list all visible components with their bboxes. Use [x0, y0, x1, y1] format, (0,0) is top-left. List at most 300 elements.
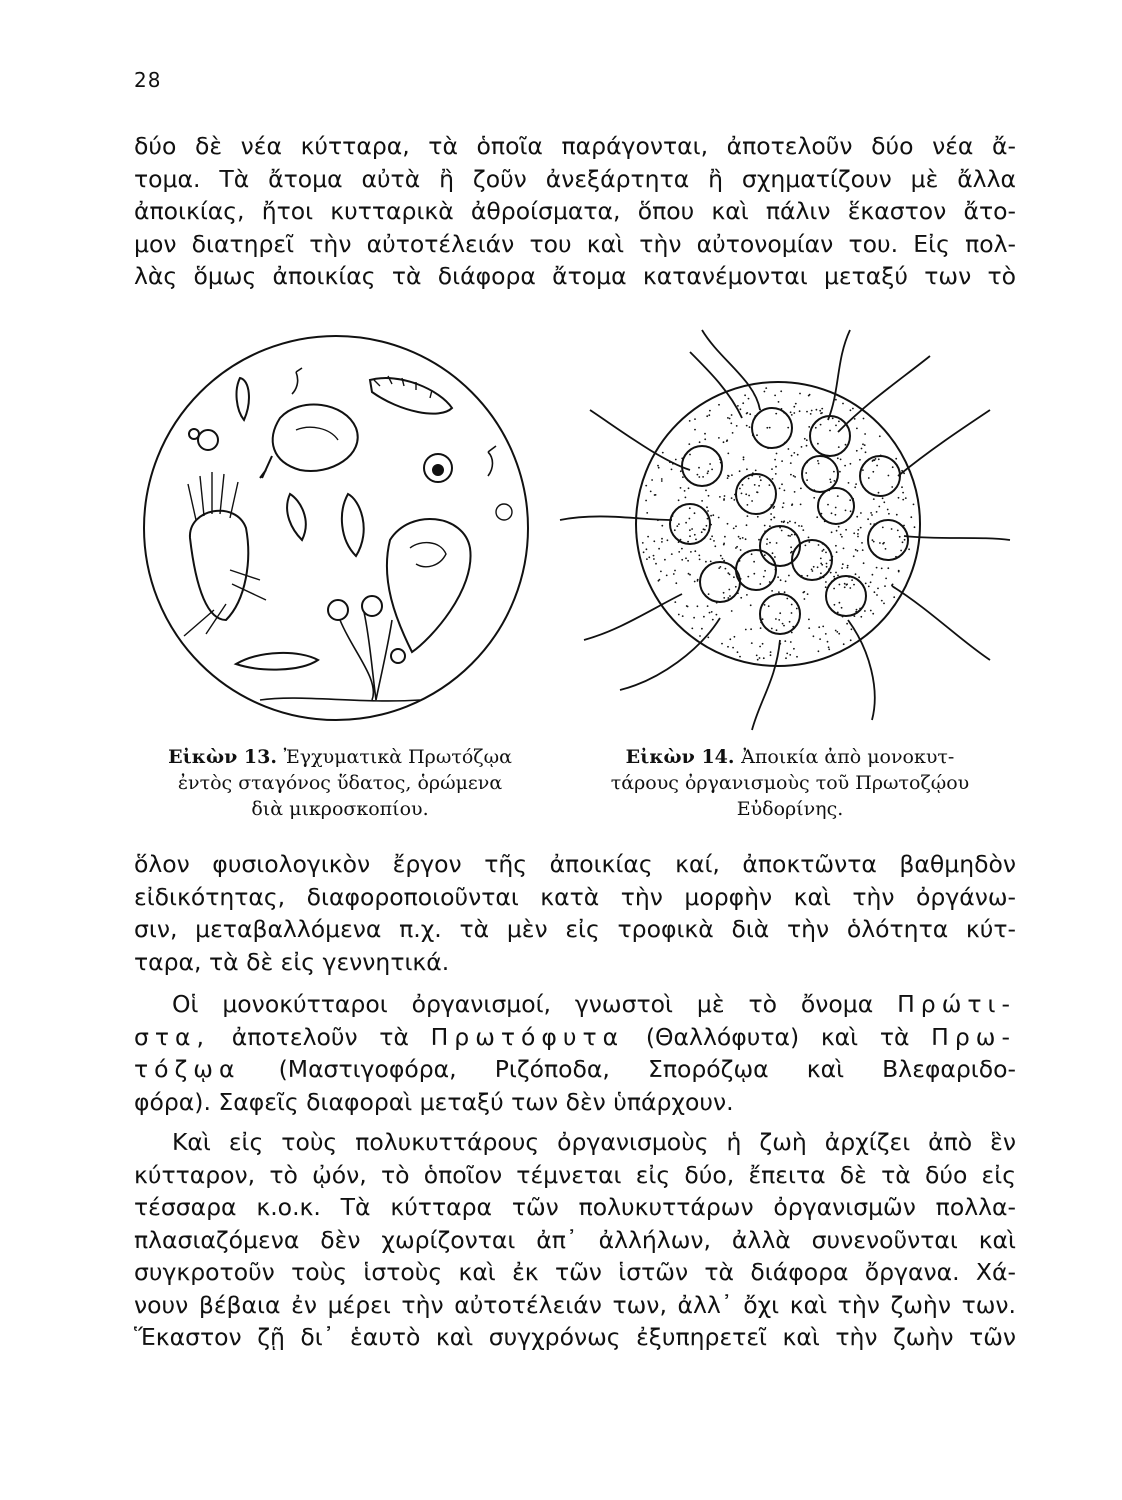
stipple-dot — [786, 598, 788, 600]
stipple-dot — [851, 628, 853, 630]
stipple-dot — [759, 657, 761, 659]
stipple-dot — [694, 512, 696, 514]
stipple-dot — [793, 412, 795, 414]
stipple-dot — [690, 551, 692, 553]
stipple-dot — [865, 583, 867, 585]
stipple-dot — [876, 465, 878, 467]
stipple-dot — [666, 575, 668, 577]
stipple-dot — [823, 549, 825, 551]
stipple-dot — [812, 570, 814, 572]
stipple-dot — [721, 643, 723, 645]
spaced-term: Πρω- — [931, 1022, 1016, 1051]
stipple-dot — [845, 444, 847, 446]
stipple-dot — [908, 548, 910, 550]
text-line: λὰς ὅμως ἀποικίας τὰ διάφορα ἄτομα κατανέμονται μεταξύ των τὸ — [134, 262, 1016, 290]
stipple-dot — [689, 507, 691, 509]
stipple-dot — [743, 459, 745, 461]
stipple-dot — [831, 512, 833, 514]
stipple-dot — [860, 527, 862, 529]
stipple-dot — [874, 591, 876, 593]
stipple-dot — [836, 530, 838, 532]
stipple-dot — [835, 507, 837, 509]
stipple-dot — [704, 438, 706, 440]
stipple-dot — [888, 513, 890, 515]
stipple-dot — [645, 485, 647, 487]
stipple-dot — [790, 546, 792, 548]
stipple-dot — [888, 475, 890, 477]
stipple-dot — [876, 567, 878, 569]
stipple-dot — [680, 470, 682, 472]
stipple-dot — [818, 463, 820, 465]
stipple-dot — [769, 525, 771, 527]
stipple-dot — [821, 408, 823, 410]
stipple-dot — [789, 654, 791, 656]
stipple-dot — [847, 565, 849, 567]
stipple-dot — [837, 495, 839, 497]
stipple-dot — [713, 540, 715, 542]
stipple-dot — [730, 422, 732, 424]
stipple-dot — [896, 514, 898, 516]
stipple-dot — [711, 611, 713, 613]
stipple-dot — [769, 484, 771, 486]
stipple-dot — [808, 541, 810, 543]
page-number: 28 — [134, 68, 162, 92]
stipple-dot — [862, 549, 864, 551]
stipple-dot — [801, 446, 803, 448]
stipple-dot — [727, 646, 729, 648]
stipple-dot — [901, 486, 903, 488]
stipple-dot — [836, 631, 838, 633]
stipple-dot — [900, 550, 902, 552]
stipple-dot — [674, 570, 676, 572]
stipple-dot — [714, 545, 716, 547]
stipple-dot — [710, 515, 712, 517]
stipple-dot — [727, 453, 729, 455]
stipple-dot — [738, 536, 740, 538]
stipple-dot — [661, 525, 663, 527]
stipple-dot — [772, 478, 774, 480]
stipple-dot — [804, 438, 806, 440]
stipple-dot — [813, 566, 815, 568]
stipple-dot — [724, 495, 726, 497]
stipple-dot — [775, 413, 777, 415]
spaced-term: στα, — [134, 1022, 211, 1051]
stipple-dot — [732, 647, 734, 649]
stipple-dot — [805, 472, 807, 474]
stipple-dot — [856, 609, 858, 611]
stipple-dot — [790, 411, 792, 413]
stipple-dot — [757, 492, 759, 494]
stipple-dot — [671, 553, 673, 555]
stipple-dot — [784, 640, 786, 642]
stipple-dot — [708, 495, 710, 497]
stipple-dot — [834, 604, 836, 606]
stipple-dot — [844, 583, 846, 585]
stipple-dot — [815, 427, 817, 429]
stipple-dot — [795, 403, 797, 405]
stipple-dot — [751, 642, 753, 644]
stipple-dot — [892, 584, 894, 586]
stipple-dot — [776, 453, 778, 455]
stipple-dot — [807, 575, 809, 577]
stipple-dot — [723, 441, 725, 443]
stipple-dot — [745, 629, 747, 631]
stipple-dot — [862, 469, 864, 471]
stipple-dot — [774, 556, 776, 558]
stipple-dot — [779, 488, 781, 490]
stipple-dot — [841, 567, 843, 569]
stipple-dot — [780, 579, 782, 581]
stipple-dot — [831, 531, 833, 533]
stipple-dot — [841, 536, 843, 538]
stipple-dot — [822, 626, 824, 628]
stipple-dot — [860, 512, 862, 514]
stipple-dot — [891, 486, 893, 488]
stipple-dot — [739, 470, 741, 472]
stipple-dot — [732, 432, 734, 434]
stipple-dot — [703, 616, 705, 618]
stipple-dot — [838, 421, 840, 423]
stipple-dot — [697, 605, 699, 607]
stipple-dot — [809, 394, 811, 396]
stipple-dot — [799, 393, 801, 395]
stipple-dot — [806, 479, 808, 481]
stipple-dot — [645, 500, 647, 502]
stipple-dot — [842, 403, 844, 405]
stipple-dot — [861, 448, 863, 450]
stipple-dot — [914, 526, 916, 528]
stipple-dot — [689, 420, 691, 422]
stipple-dot — [881, 568, 883, 570]
stipple-dot — [685, 497, 687, 499]
stipple-dot — [791, 503, 793, 505]
stipple-dot — [826, 566, 828, 568]
stipple-dot — [843, 548, 845, 550]
stipple-dot — [793, 406, 795, 408]
stipple-dot — [678, 523, 680, 525]
stipple-dot — [694, 429, 696, 431]
stipple-dot — [791, 455, 793, 457]
stipple-dot — [705, 490, 707, 492]
stipple-dot — [794, 491, 796, 493]
stipple-dot — [887, 509, 889, 511]
stipple-dot — [873, 498, 875, 500]
stipple-dot — [855, 573, 857, 575]
text-line: νουν βέβαια ἐν μέρει τὴν αὐτοτέλειάν των, ἀλλ᾽ ὄχι καὶ τὴν ζωὴν των. — [134, 1290, 1016, 1319]
stipple-dot — [723, 544, 725, 546]
stipple-dot — [753, 573, 755, 575]
stipple-dot — [893, 596, 895, 598]
spaced-term: τόζῳα — [134, 1055, 241, 1083]
stipple-dot — [821, 550, 823, 552]
stipple-dot — [856, 516, 858, 518]
stipple-dot — [835, 572, 837, 574]
stipple-dot — [853, 584, 855, 586]
stipple-dot — [660, 571, 662, 573]
stipple-dot — [882, 527, 884, 529]
stipple-dot — [783, 625, 785, 627]
stipple-dot — [724, 536, 726, 538]
stipple-dot — [783, 520, 785, 522]
stipple-dot — [744, 394, 746, 396]
stipple-dot — [745, 538, 747, 540]
stipple-dot — [881, 600, 883, 602]
stipple-dot — [781, 521, 783, 523]
stipple-dot — [864, 433, 866, 435]
stipple-dot — [762, 643, 764, 645]
caption-text: Ἀποικία ἀπὸ μονοκυτ- — [741, 746, 955, 768]
stipple-dot — [834, 480, 836, 482]
stipple-dot — [811, 410, 813, 412]
stipple-dot — [855, 549, 857, 551]
figure-label: Εἰκὼν 14 — [625, 746, 728, 768]
stipple-dot — [818, 626, 820, 628]
stipple-dot — [902, 541, 904, 543]
stipple-dot — [775, 466, 777, 468]
stipple-dot — [642, 542, 644, 544]
stipple-dot — [835, 630, 837, 632]
stipple-dot — [643, 551, 645, 553]
stipple-dot — [766, 543, 768, 545]
stipple-dot — [763, 576, 765, 578]
stipple-dot — [829, 559, 831, 561]
stipple-dot — [727, 597, 729, 599]
stipple-dot — [883, 501, 885, 503]
stipple-dot — [773, 506, 775, 508]
stipple-dot — [750, 628, 752, 630]
stipple-dot — [838, 526, 840, 528]
stipple-dot — [727, 572, 729, 574]
stipple-dot — [836, 551, 838, 553]
stipple-dot — [755, 470, 757, 472]
stipple-dot — [678, 551, 680, 553]
stipple-dot — [849, 499, 851, 501]
stipple-dot — [739, 538, 741, 540]
stipple-dot — [754, 484, 756, 486]
stipple-dot — [689, 518, 691, 520]
stipple-dot — [877, 588, 879, 590]
stipple-dot — [731, 610, 733, 612]
stipple-dot — [704, 433, 706, 435]
stipple-dot — [829, 479, 831, 481]
stipple-dot — [731, 497, 733, 499]
stipple-dot — [801, 525, 803, 527]
stipple-dot — [864, 444, 866, 446]
stipple-dot — [697, 579, 699, 581]
stipple-dot — [751, 500, 753, 502]
stipple-dot — [793, 648, 795, 650]
stipple-dot — [706, 415, 708, 417]
text-line: εἰδικότητας, διαφοροποιοῦνται κατὰ τὴν μορφὴν καὶ τὴν ὀργάνω- — [134, 882, 1016, 911]
stipple-dot — [707, 637, 709, 639]
stipple-dot — [806, 445, 808, 447]
stipple-dot — [858, 576, 860, 578]
stipple-dot — [870, 581, 872, 583]
stipple-dot — [735, 525, 737, 527]
text-line: τομα. Τὰ ἄτομα αὐτὰ ἢ ζοῦν ἀνεξάρτητα ἢ σχηματίζουν μὲ ἄλλα — [134, 164, 1016, 193]
caption-line: Εὐδορίνης. — [736, 798, 844, 820]
stipple-dot — [661, 478, 663, 480]
text-line: ἀποικίας, ἤτοι κυτταρικὰ ἀθροίσματα, ὅπου καὶ πάλιν ἕκαστον ἄτο- — [134, 197, 1016, 225]
stipple-dot — [898, 570, 900, 572]
stipple-dot — [727, 417, 729, 419]
stipple-dot — [657, 465, 659, 467]
stipple-dot — [739, 656, 741, 658]
stipple-dot — [694, 534, 696, 536]
stipple-dot — [689, 454, 691, 456]
stipple-dot — [862, 443, 864, 445]
stipple-dot — [782, 623, 784, 625]
stipple-dot — [879, 542, 881, 544]
stipple-dot — [647, 536, 649, 538]
stipple-dot — [876, 511, 878, 513]
stipple-dot — [835, 399, 837, 401]
stipple-dot — [701, 628, 703, 630]
stipple-dot — [723, 592, 725, 594]
stipple-dot — [879, 435, 881, 437]
stipple-dot — [766, 538, 768, 540]
stipple-dot — [680, 487, 682, 489]
stipple-dot — [746, 425, 748, 427]
stipple-dot — [800, 488, 802, 490]
stipple-dot — [688, 443, 690, 445]
text-line: δύο δὲ νέα κύτταρα, τὰ ὁποῖα παράγονται, ἀποτελοῦν δύο νέα ἄ- — [134, 132, 1016, 160]
stipple-dot — [678, 499, 680, 501]
stipple-dot — [788, 535, 790, 537]
stipple-dot — [827, 504, 829, 506]
text-line: κύτταρον, τὸ ᾠόν, τὸ ὁποῖον τέμνεται εἰς δύο, ἔπειτα δὲ τὰ δύο εἰς — [134, 1160, 1016, 1189]
stipple-dot — [682, 615, 684, 617]
stipple-dot — [878, 506, 880, 508]
stipple-dot — [820, 558, 822, 560]
stipple-dot — [771, 468, 773, 470]
stipple-dot — [770, 651, 772, 653]
stipple-dot — [794, 522, 796, 524]
stipple-dot — [712, 619, 714, 621]
stipple-dot — [777, 576, 779, 578]
stipple-dot — [820, 572, 822, 574]
stipple-dot — [850, 409, 852, 411]
stipple-dot — [716, 614, 718, 616]
figure-14-drawing — [560, 330, 1010, 730]
stipple-dot — [856, 450, 858, 452]
stipple-dot — [728, 589, 730, 591]
stipple-dot — [720, 555, 722, 557]
figure-14-caption — [570, 744, 1010, 822]
stipple-dot — [698, 476, 700, 478]
stipple-dot — [681, 559, 683, 561]
stipple-dot — [687, 606, 689, 608]
stipple-dot — [853, 555, 855, 557]
stipple-dot — [827, 641, 829, 643]
paragraph-3 — [134, 988, 1016, 1118]
stipple-dot — [808, 619, 810, 621]
stipple-dot — [742, 484, 744, 486]
stipple-dot — [828, 646, 830, 648]
stipple-dot — [837, 457, 839, 459]
stipple-dot — [840, 534, 842, 536]
stipple-dot — [729, 418, 731, 420]
stipple-dot — [733, 499, 735, 501]
stipple-dot — [778, 401, 780, 403]
stipple-dot — [874, 459, 876, 461]
stipple-dot — [876, 594, 878, 596]
stipple-dot — [871, 514, 873, 516]
stipple-dot — [760, 627, 762, 629]
stipple-dot — [707, 605, 709, 607]
stipple-dot — [729, 638, 731, 640]
stipple-dot — [884, 585, 886, 587]
stipple-dot — [689, 535, 691, 537]
stipple-dot — [816, 516, 818, 518]
stipple-dot — [718, 437, 720, 439]
caption-line: ἐντὸς σταγόνος ὕδατος, ὁρώμενα — [177, 772, 503, 794]
figure-label: Εἰκὼν 13 — [168, 746, 271, 768]
stipple-dot — [699, 559, 701, 561]
paragraph-1 — [134, 130, 1016, 293]
text-line — [134, 1053, 1016, 1086]
stipple-dot — [865, 451, 867, 453]
stipple-dot — [694, 550, 696, 552]
stipple-dot — [835, 514, 837, 516]
stipple-dot — [735, 586, 737, 588]
stipple-dot — [699, 441, 701, 443]
stipple-dot — [789, 521, 791, 523]
stipple-dot — [887, 567, 889, 569]
stipple-dot — [727, 475, 729, 477]
stipple-dot — [807, 593, 809, 595]
stipple-dot — [790, 641, 792, 643]
paragraph-2 — [134, 848, 1016, 978]
stipple-dot — [770, 654, 772, 656]
stipple-dot — [786, 653, 788, 655]
stipple-dot — [748, 398, 750, 400]
stipple-dot — [870, 610, 872, 612]
stipple-dot — [838, 633, 840, 635]
stipple-dot — [785, 580, 787, 582]
caption-line — [570, 744, 1010, 770]
stipple-dot — [646, 558, 648, 560]
stipple-dot — [810, 413, 812, 415]
stipple-dot — [784, 490, 786, 492]
stipple-dot — [833, 471, 835, 473]
stipple-dot — [808, 426, 810, 428]
stipple-dot — [872, 613, 874, 615]
text-line: τέσσαρα κ.ο.κ. Τὰ κύτταρα τῶν πολυκυττάρων ὀργανισμῶν πολλα- — [134, 1193, 1016, 1221]
stipple-dot — [740, 597, 742, 599]
stipple-dot — [850, 510, 852, 512]
stipple-dot — [852, 408, 854, 410]
stipple-dot — [868, 477, 870, 479]
stipple-dot — [798, 525, 800, 527]
stipple-dot — [910, 516, 912, 518]
stipple-dot — [845, 529, 847, 531]
stipple-dot — [872, 574, 874, 576]
paragraph-4 — [134, 1126, 1016, 1354]
stipple-dot — [800, 504, 802, 506]
stipple-dot — [745, 493, 747, 495]
stipple-dot — [737, 651, 739, 653]
stipple-dot — [722, 558, 724, 560]
stipple-dot — [723, 498, 725, 500]
stipple-dot — [790, 462, 792, 464]
stipple-dot — [804, 598, 806, 600]
stipple-dot — [737, 405, 739, 407]
stipple-dot — [892, 466, 894, 468]
stipple-dot — [868, 586, 870, 588]
stipple-dot — [707, 472, 709, 474]
stipple-dot — [851, 579, 853, 581]
